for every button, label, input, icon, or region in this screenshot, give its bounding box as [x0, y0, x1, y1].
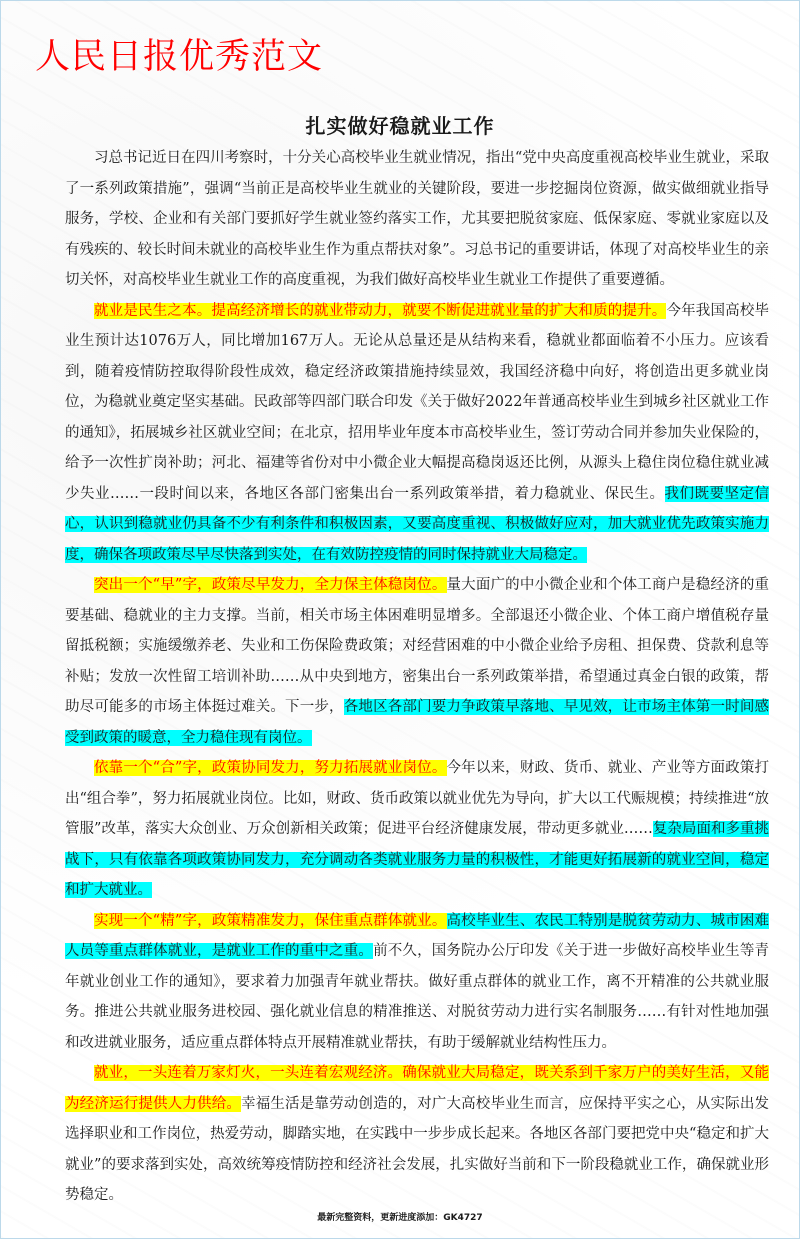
paragraph-text: 量大面广的中小微企业和个体工商户是稳经济的重要基础、稳就业的主力支撑。当前，相关市场主体困难明显增多。全部退还小微企业、个体工商户增值税存量留抵税额；实施缓缴养老、失业和工伤保险费政策；对经营困难的中小微企业给予房租、担保费、贷款利息等补贴；发放一次性留工培训补助……从中央到地方，密集出台一系列政策举措，希望通过真金白银的政策，帮助尽可能多的市场主体挺过难关。下一步，: [65, 577, 770, 715]
article-body: [65, 143, 769, 1211]
paragraph-1: [65, 143, 769, 296]
paragraph-text: 前不久，国务院办公厅印发《关于进一步做好高校毕业生等青年就业创业工作的通知》，要求着力加强青年就业帮扶。做好重点群体的就业工作，离不开精准的公共就业服务。推进公共就业服务进校园、强化就业信息的精准推送、对脱贫劳动力进行实名制服务……有针对性地加强和改进就业服务，适应重点群体特点开展精准就业帮扶，有助于缓解就业结构性压力。: [65, 943, 770, 1051]
paragraph-text: 今年以来，财政、货币、就业、产业等方面政策打出“组合拳”，努力拓展就业岗位。比如，财政、货币政策以就业优先为导向，扩大以工代赈规模；持续推进“放管服”改革，落实大众创业、万众创新相关政策；促进平台经济健康发展，带动更多就业……: [65, 760, 770, 837]
brand-title: 人民日报优秀范文: [35, 37, 324, 77]
paragraph-text: 习总书记近日在四川考察时，十分关心高校毕业生就业情况，指出“党中央高度重视高校毕业生就业，采取了一系列政策措施”，强调“当前正是高校毕业生就业的关键阶段，要进一步挖掘岗位资源，做实做细就业指导服务，学校、企业和有关部门要抓好学生就业签约落实工作，尤其要把脱贫家庭、低保家庭、零就业家庭以及有残疾的、较长时间未就业的高校毕业生作为重点帮扶对象”。习总书记的重要讲话，体现了对高校毕业生的亲切关怀，对高校毕业生就业工作的高度重视，为我们做好高校毕业生就业工作提供了重要遵循。: [65, 150, 769, 288]
highlight-yellow: 依靠一个“合”字，政策协同发力，努力拓展就业岗位。: [94, 760, 447, 776]
highlight-yellow: 实现一个“精”字，政策精准发力，保住重点群体就业。: [94, 912, 447, 929]
article-title: 扎实做好稳就业工作: [305, 114, 495, 138]
highlight-cyan: 我们既要坚定信心，认识到稳就业仍具备不少有利条件和积极因素，又要高度重视、积极做好应对，加大就业优先政策实施力度，确保各项政策尽早尽快落到实处，在有效防控疫情的同时保持就业大局稳定。: [65, 485, 769, 563]
highlight-yellow: 就业，一头连着万家灯火，一头连着宏观经济。确保就业大局稳定，既关系到千家万户的美好生活，又能为经济运行提供人力供给。: [65, 1065, 769, 1112]
paragraph-2: [65, 296, 769, 571]
paragraph-text: 幸福生活是靠劳动创造的，对广大高校毕业生而言，应保持平实之心，从实际出发选择职业和工作岗位，热爱劳动，脚踏实地，在实践中一步步成长起来。各地区各部门要把党中央“稳定和扩大就业”的要求落到实处，高效统筹疫情防控和经济社会发展，扎实做好当前和下一阶段稳就业工作，确保就业形势稳定。: [65, 1095, 770, 1203]
paragraph-6: [65, 1058, 769, 1211]
highlight-yellow: 就业是民生之本。提高经济增长的就业带动力，就要不断促进就业量的扩大和质的提升。: [94, 302, 667, 319]
highlight-cyan: 各地区各部门要力争政策早落地、早见效，让市场主体第一时间感受到政策的暖意，全力稳住现有岗位。: [65, 699, 769, 746]
highlight-cyan: 高校毕业生、农民工特别是脱贫劳动力、城市困难人员等重点群体就业，是就业工作的重中之重。: [65, 912, 770, 959]
paragraph-text: 今年我国高校毕业生预计达1076万人，同比增加167万人。无论从总量还是从结构来看，稳就业都面临着不小压力。应该看到，随着疫情防控取得阶段性成效，稳定经济政策措施持续显效，我国经济稳中向好，将创造出更多就业岗位，为稳就业奠定坚实基础。民政部等四部门联合印发《关于做好2022年普通高校毕业生到城乡社区就业工作的通知》，拓展城乡社区就业空间；在北京，招用毕业年度本市高校毕业生，签订劳动合同并参加失业保险的，给予一次性扩岗补助；河北、福建等省份对中小微企业大幅提高稳岗返还比例，从源头上稳住岗位稳住就业减少失业……一段时间以来，各地区各部门密集出台一系列政策举措，着力稳就业、保民生。: [65, 302, 770, 502]
highlight-yellow: 突出一个“早”字，政策尽早发力，全力保主体稳岗位。: [94, 577, 447, 593]
paragraph-5: [65, 906, 769, 1059]
paragraph-3: [65, 570, 769, 753]
footer-note: 最新完整资料，更新进度添加：GK4727: [317, 1213, 483, 1223]
paragraph-4: [65, 753, 769, 906]
highlight-cyan: 复杂局面和多重挑战下，只有依靠各项政策协同发力，充分调动各类就业服务力量的积极性，才能更好拓展新的就业空间，稳定和扩大就业。: [65, 821, 769, 898]
